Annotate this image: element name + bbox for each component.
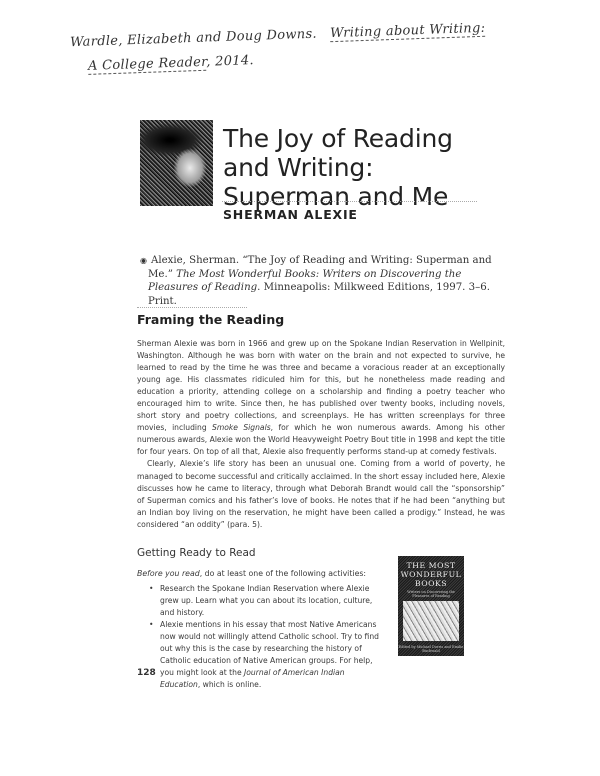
framing-paragraph-1 [137, 338, 505, 458]
activities-list [146, 583, 381, 691]
activity-2-suffix: , which is online. [197, 680, 262, 689]
author-name: SHERMAN ALEXIE [223, 207, 358, 222]
framing-p1-text-b: , for which he won numerous awards. Among his other numerous awards, Alexie won the World Heavyweight Poetry Bout title in 1998 and kept the title for four years. On top of all that, Alexie also frequently performs stand-up at comedy festivals. [137, 423, 505, 457]
framing-p1-text-a: Sherman Alexie was born in 1966 and grew up on the Spokane Indian Reservation in Wellpinit, Washington. Although he was born with water on the brain and not expected to survive, he learned to read by the time he was three and became a voracious reader at an exceptionally young age. His classmates ridiculed him for this, but he nonetheless made reading and education a priority, attending college on a scholarship and finding a poetry teacher who encouraged him to write. Since then, he has published over twenty books, including novels, short story and poetry collections, and screenplays. He has written screenplays for three movies, including [137, 339, 505, 433]
activity-item [146, 619, 381, 691]
activity-item: • Research the Spokane Indian Reservation where Alexie grew up. Learn what you can about its location, culture, and history. [146, 583, 381, 619]
citation-bullet-icon: ◉ [140, 256, 147, 265]
handwritten-book-subtitle: A College Reader [87, 54, 207, 74]
journal-title: Journal of American Indian Education [160, 668, 345, 689]
book-title-line-2: WONDERFUL [400, 570, 462, 579]
citation-book-title: The Most Wonderful Books: Writers on Discovering the Pleasures of Reading [148, 268, 462, 293]
chapter-title-block [223, 124, 453, 211]
framing-heading: Framing the Reading [137, 312, 285, 327]
handwritten-year: , 2014. [206, 53, 255, 70]
section-divider [137, 307, 247, 308]
author-photo [140, 120, 213, 206]
book-cover-title [398, 561, 464, 588]
getting-ready-intro [137, 569, 366, 578]
handwritten-citation-line-2 [88, 53, 254, 74]
citation-suffix: . Minneapolis: Milkweed Editions, 1997. 3–6. Print. [148, 282, 490, 307]
book-cover-image [398, 556, 464, 656]
chapter-title-line-2: and Writing: [223, 153, 374, 182]
book-cover-subtitle: Writers on Discovering the Pleasures of Reading [407, 590, 455, 598]
framing-body [137, 338, 505, 531]
title-divider [222, 201, 477, 202]
handwritten-authors: Wardle, Elizabeth and Doug Downs. [69, 26, 318, 51]
book-title-line-1: THE MOST [406, 561, 456, 570]
book-cover-editors: Edited by Michael Dorris and Emilie Buchwald [398, 645, 464, 653]
framing-paragraph-2: Clearly, Alexie’s life story has been an unusual one. Coming from a world of poverty, he managed to become successful and critically acclaimed. In the short essay included here, Alexie discusses how he came to literacy, through what Deborah Brandt would call the “sponsorship” of Superman comics and his father’s love of books. He notes that if he had been “anything but an Indian boy living on the reservation, he might have been called a prodigy.” Instead, he was considered “an oddity” (para. 5). [137, 459, 505, 529]
movie-title: Smoke Signals [212, 423, 271, 433]
works-cited-entry [140, 254, 508, 308]
book-cover-artwork [403, 601, 459, 641]
intro-rest: , do at least one of the following activities: [199, 569, 367, 578]
chapter-title-line-3: Superman and Me [223, 182, 449, 211]
getting-ready-heading: Getting Ready to Read [137, 547, 256, 559]
intro-italic: Before you read [137, 569, 200, 578]
citation-prefix: Alexie, Sherman. “The Joy of Reading and Writing: Superman and Me.” [148, 255, 492, 280]
activity-2-text: Alexie mentions in his essay that most Native Americans now would not willingly attend Catholic school. Try to find out why this is the case by researching the history of Catholic education of Native American groups. For help, you might look at the [160, 620, 379, 677]
handwritten-book-title: Writing about Writing: [329, 20, 486, 42]
chapter-title-line-1: The Joy of Reading [223, 124, 453, 153]
page-number: 128 [137, 668, 156, 678]
chapter-title [223, 124, 453, 211]
handwritten-citation-line-1 [70, 21, 486, 50]
book-title-line-3: BOOKS [414, 579, 448, 588]
